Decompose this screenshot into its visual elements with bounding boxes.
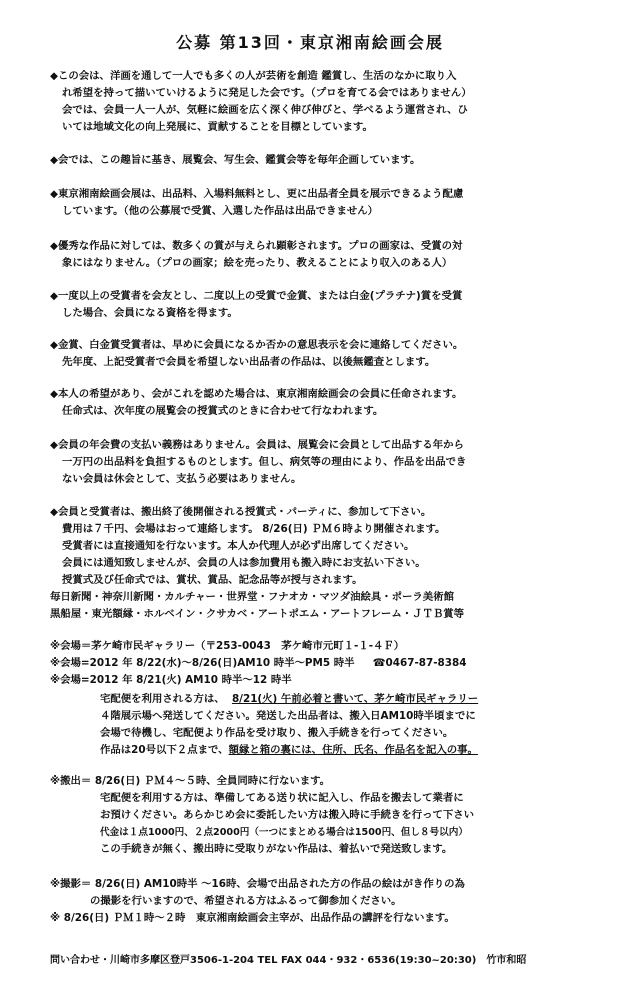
carryout-line: 宅配便を利用する方は、準備してある送り状に記入し、作品を搬去して業者に xyxy=(100,792,464,804)
delivery-block xyxy=(100,691,605,759)
venue-address: ※会場＝茅ケ崎市民ギャラリー（〒253-0043 茅ケ崎市元町１-１-４Ｆ） xyxy=(50,640,405,652)
critique-line: ※ 8/26(日) ＰＭ１時～２時 東京湘南絵画会主宰が、出品作品の講評を行ないます。 xyxy=(50,912,455,924)
section-line: ない会員は休会として、支払う必要はありません。 xyxy=(62,473,302,485)
section-line: 毎日新聞・神奈川新聞・カルチャー・世界堂・フナオカ・マツダ油絵具・ポーラ美術館 xyxy=(50,591,454,603)
page-title: 公募 第13回・東京湘南絵画会展 xyxy=(176,33,444,52)
section-line: ◆金賞、白金賞受賞者は、早めに会員になるか否かの意思表示を会に連絡してください。 xyxy=(50,339,464,351)
carryout-head: ※搬出＝ 8/26(日) ＰＭ４～５時、全員同時に行ないます。 xyxy=(50,775,331,787)
section-line: 象にはなりません。（プロの画家；絵を売ったり、教えることにより収入のある人） xyxy=(62,257,453,269)
section-line: ◆会では、この趣旨に基き、展覧会、写生会、鑑賞会等を毎年企画しています。 xyxy=(50,154,421,166)
section-line: ◆優秀な作品に対しては、数多くの賞が与えられ顕彰されます。プロの画家は、受賞の対 xyxy=(50,240,463,252)
section-line: 会では、会員一人一人が、気軽に絵画を広く深く伸び伸びと、学べるよう運営され、ひ xyxy=(62,104,468,116)
carryout-line: お預けください。あらかじめ会に委託したい方は搬入時に手続きを行って下さい xyxy=(100,809,475,821)
section-line: 先年度、上記受賞者で会員を希望しない出品者の作品は、以後無鑑査とします。 xyxy=(62,356,436,368)
venue-intake-date: ※会場=2012 年 8/21(火) AM10 時半～12 時半 xyxy=(50,674,292,686)
photo-line: の撮影を行いますので、希望される方はふるって御参加ください。 xyxy=(90,895,402,907)
section-line: 受賞者には直接通知を行ないます。本人か代理人が必ず出席してください。 xyxy=(62,540,415,552)
delivery-line xyxy=(100,691,605,708)
section-line: ◆会員と受賞者は、搬出終了後開催される授賞式・パーティに、参加して下さい。 xyxy=(50,506,432,518)
carryout-line: 代金は１点1000円、２点2000円（一つにまとめる場合は1500円、但し８号以内） xyxy=(100,827,468,838)
photo-line: ※撮影＝ 8/26(日) AM10時半 ～16時、会場で出品された方の作品の絵はがき作りの為 xyxy=(50,878,465,890)
section-gold-award xyxy=(50,337,605,371)
delivery-line: ４階展示場へ発送してください。発送した出品者は、搬入日AM10時半頃までに xyxy=(100,710,476,722)
delivery-line xyxy=(100,742,605,759)
delivery-line-a: 宅配便を利用される方は、 xyxy=(100,693,225,705)
section-line: 費用は７千円、会場はおって連絡します。 8/26(日) ＰＭ６時より開催されます。 xyxy=(62,523,446,535)
carryout-block xyxy=(100,790,605,858)
section-line: 会員には通知致しませんが、会員の人は参加費用も搬入時にお支払い下さい。 xyxy=(62,557,426,569)
delivery-deadline: 8/21(火) 午前必着と書いて、茅ケ崎市民ギャラリー xyxy=(231,693,479,705)
section-ceremony xyxy=(50,504,605,623)
section-annual-fee xyxy=(50,437,605,488)
delivery-line: 会場で待機し、宅配便より作品を受け取り、搬入手続きを行ってください。 xyxy=(100,727,454,739)
section-line: いては地域文化の向上発展に、貢献することを目標としています。 xyxy=(62,121,373,133)
delivery-label-note: 額縁と箱の裏には、住所、氏名、作品名を記入の事。 xyxy=(228,744,478,756)
section-membership xyxy=(50,288,605,322)
section-awards xyxy=(50,238,605,272)
section-line: ◆一度以上の受賞者を会友とし、二度以上の受賞で金賞、または白金(プラチナ)賞を受賞 xyxy=(50,290,463,302)
venue-phone: ☎0467-87-8384 xyxy=(372,657,467,669)
contact-footer: 問い合わせ・川崎市多摩区登戸3506-1-204 TEL FAX 044・932・6536(19:30~20:30) 竹市和昭 xyxy=(50,955,527,966)
venue-exhibition-period: ※会場=2012 年 8/22(水)～8/26(日)AM10 時半～PM5 時半 xyxy=(50,657,355,669)
section-fees xyxy=(50,186,605,220)
section-line: した場合、会員になる資格を得ます。 xyxy=(62,307,238,319)
section-line: 一万円の出品料を負担するものとします。但し、病気等の理由により、作品を出品でき xyxy=(62,456,467,468)
section-line: れ希望を持って描いていけるように発足した会です。（プロを育てる会ではありません） xyxy=(62,87,472,99)
section-events xyxy=(50,152,605,169)
section-appointment xyxy=(50,386,605,420)
carryout-line: この手続きが無く、搬出時に受取りがない作品は、着払いで発送致します。 xyxy=(100,843,453,855)
section-line: しています。（他の公募展で受賞、入選した作品は出品できません） xyxy=(62,205,379,217)
delivery-size-limit: 作品は20号以下２点まで、 xyxy=(100,744,229,756)
section-line: ◆会員の年会費の支払い義務はありません。会員は、展覧会に会員として出品する年から xyxy=(50,439,464,451)
section-line: ◆東京湘南絵画会展は、出品料、入場料無料とし、更に出品者全員を展示できるよう配慮 xyxy=(50,188,464,200)
section-line: 黒船屋・東光額縁・ホルベイン・クサカベ・アートポエム・アートフレーム・ＪＴＢ賞等 xyxy=(50,608,465,620)
photo-block xyxy=(50,876,605,927)
section-purpose xyxy=(50,68,605,136)
venue-block xyxy=(50,638,605,689)
section-line: 任命式は、次年度の展覧会の授賞式のときに合わせて行なわれます。 xyxy=(62,405,384,417)
section-line: ◆本人の希望があり、会がこれを認めた場合は、東京湘南絵画会の会員に任命されます。 xyxy=(50,388,463,400)
venue-dates xyxy=(50,655,605,672)
section-line: 授賞式及び任命式では、賞状、賞品、記念品等が授与されます。 xyxy=(62,574,363,586)
section-line: ◆この会は、洋画を通して一人でも多くの人が芸術を創造 鑑賞し、生活のなかに取り入 xyxy=(50,70,457,82)
